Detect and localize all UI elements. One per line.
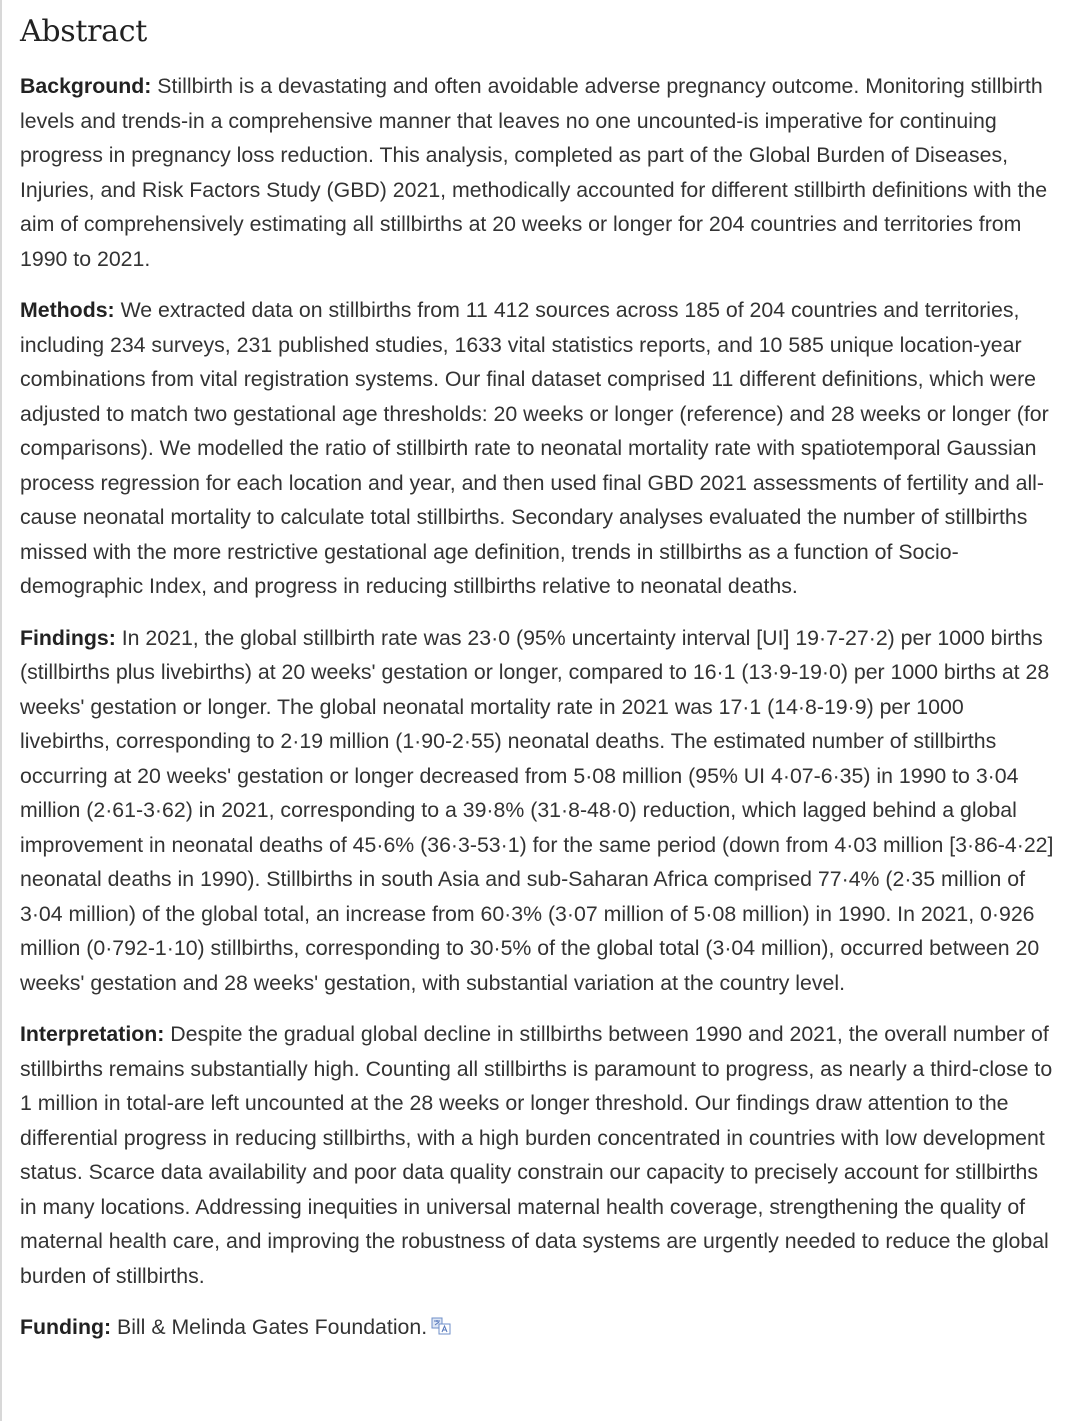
funding-paragraph: [20, 1310, 1058, 1346]
section-label: Funding:: [20, 1315, 112, 1339]
section-text: We extracted data on stillbirths from 11 412 sources across 185 of 204 countries and territories, including 234 surveys, 231 published studies, 1633 vital statistics reports, and 10 585 unique location-year combinations from vital registration systems. Our final dataset comprised 11 different definitions, which were adjusted to match two gestational age thresholds: 20 weeks or longer (reference) and 28 weeks or longer (for comparisons). We modelled the ratio of stillbirth rate to neonatal mortality rate with spatiotemporal Gaussian process regression for each location and year, and then used final GBD 2021 assessments of fertility and all-cause neonatal mortality to calculate total stillbirths. Secondary analyses evaluated the number of stillbirths missed with the more restrictive gestational age definition, trends in stillbirths as a function of Socio-demographic Index, and progress in reducing stillbirths relative to neonatal deaths.: [20, 298, 1049, 598]
abstract-heading: Abstract: [20, 14, 148, 49]
translate-icon[interactable]: [431, 1311, 451, 1346]
abstract-section: [2, 0, 1080, 1346]
section-text: Bill & Melinda Gates Foundation.: [117, 1315, 428, 1339]
section-label: Methods:: [20, 298, 115, 322]
background-paragraph: [20, 69, 1058, 276]
section-text: Stillbirth is a devastating and often avoidable adverse pregnancy outcome. Monitoring stillbirth levels and trends-in a comprehensive manner that leaves no one uncounted-is imperative for continuing progress in pregnancy loss reduction. This analysis, completed as part of the Global Burden of Diseases, Injuries, and Risk Factors Study (GBD) 2021, methodically accounted for different stillbirth definitions with the aim of comprehensively estimating all stillbirths at 20 weeks or longer for 204 countries and territories from 1990 to 2021.: [20, 74, 1048, 271]
findings-paragraph: [20, 621, 1058, 1001]
section-text: Despite the gradual global decline in stillbirths between 1990 and 2021, the overall number of stillbirths remains substantially high. Counting all stillbirths is paramount to progress, as nearly a third-close to 1 million in total-are left uncounted at the 28 weeks or longer threshold. Our findings draw attention to the differential progress in reducing stillbirths, with a high burden concentrated in countries with low development status. Scarce data availability and poor data quality constrain our capacity to precisely account for stillbirths in many locations. Addressing inequities in universal maternal health coverage, strengthening the quality of maternal health care, and improving the robustness of data systems are urgently needed to reduce the global burden of stillbirths.: [20, 1022, 1053, 1288]
section-label: Background:: [20, 74, 152, 98]
section-text: In 2021, the global stillbirth rate was 23·0 (95% uncertainty interval [UI] 19·7-27·2) per 1000 births (stillbirths plus livebirths) at 20 weeks' gestation or longer, compared to 16·1 (13·9-19·0) per 1000 births at 28 weeks' gestation or longer. The global neonatal mortality rate in 2021 was 17·1 (14·8-19·9) per 1000 livebirths, corresponding to 2·19 million (1·90-2·55) neonatal deaths. The estimated number of stillbirths occurring at 20 weeks' gestation or longer decreased from 5·08 million (95% UI 4·07-6·35) in 1990 to 3·04 million (2·61-3·62) in 2021, corresponding to a 39·8% (31·8-48·0) reduction, which lagged behind a global improvement in neonatal deaths of 45·6% (36·3-53·1) for the same period (down from 4·03 million [3·86-4·22] neonatal deaths in 1990). Stillbirths in south Asia and sub-Saharan Africa comprised 77·4% (2·35 million of 3·04 million) of the global total, an increase from 60·3% (3·07 million of 5·08 million) in 1990. In 2021, 0·926 million (0·792-1·10) stillbirths, corresponding to 30·5% of the global total (3·04 million), occurred between 20 weeks' gestation and 28 weeks' gestation, with substantial variation at the country level.: [20, 625, 1054, 995]
section-label: Findings:: [20, 625, 116, 650]
methods-paragraph: [20, 293, 1058, 604]
interpretation-paragraph: [20, 1017, 1058, 1293]
section-label: Interpretation:: [20, 1022, 165, 1046]
